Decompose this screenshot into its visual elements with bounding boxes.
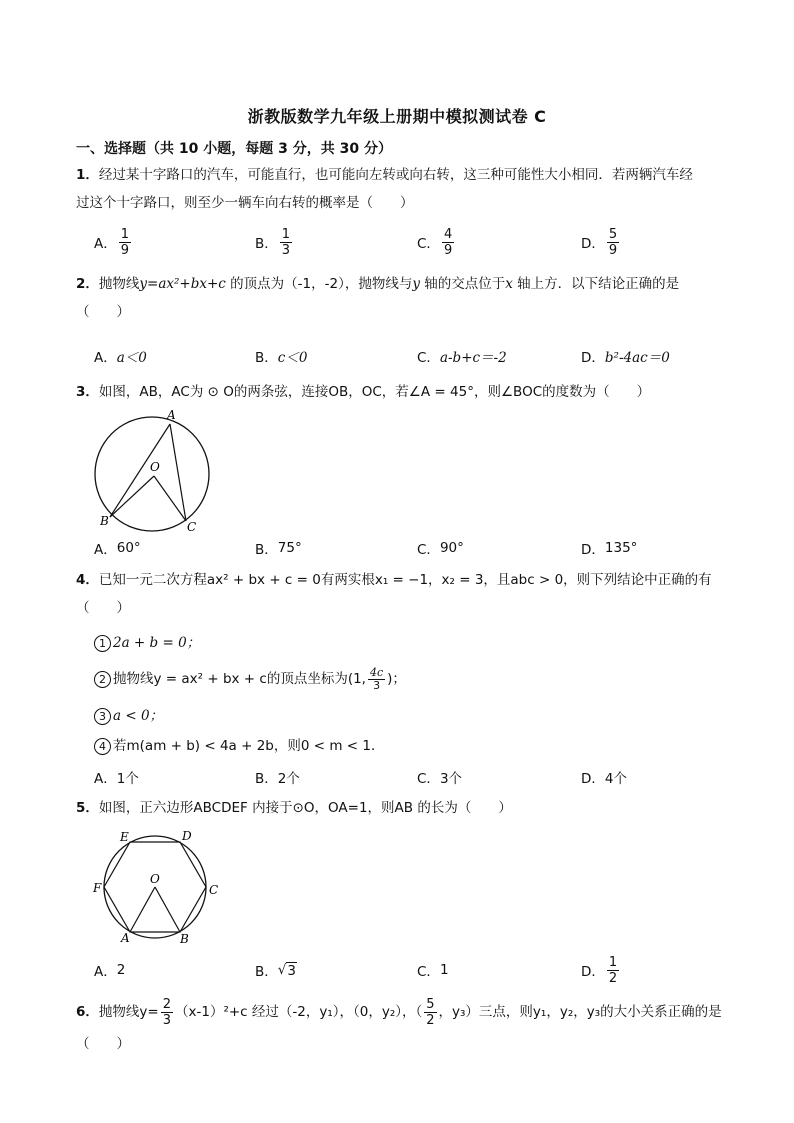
- question-number: 4．: [76, 572, 99, 588]
- exam-title: 浙教版数学九年级上册期中模拟测试卷 C: [247, 107, 547, 126]
- label-e: E: [120, 830, 129, 844]
- fraction: $\frac{2}{3}$: [162, 996, 171, 1028]
- fraction: $\frac{1}{3}$: [281, 226, 291, 258]
- question-number: 2．: [76, 276, 99, 292]
- question-text: 如图，AB，AC为 ⊙ O的两条弦，连接OB，OC，若∠A = 45°，则∠BOC的度数为（ ）: [98, 384, 651, 400]
- label-b: B: [100, 514, 109, 528]
- option-d[interactable]: D． 4个: [581, 771, 627, 787]
- section-heading: 一、选择题（共 10 小题，每题 3 分，共 30 分）: [76, 141, 392, 157]
- label-c: C: [209, 883, 219, 897]
- question-number: 5．: [76, 800, 99, 816]
- q3-circle-figure: [88, 405, 218, 535]
- fraction: $\frac{1}{9}$: [120, 226, 130, 258]
- question-6: 6． 抛物线y= $\frac{2}{3}$ （x-1）²+c 经过（-2，y₁），（0，y₂），（ $\frac{5}{2}$ ，y₃）三点，则y₁，y₂，y₃的大小关系正确的是 （ ）: [76, 996, 722, 1052]
- option-b[interactable]: B． $\frac{1}{3}$: [255, 226, 291, 258]
- q1-options: [94, 222, 734, 262]
- circled-number: 1: [94, 635, 111, 652]
- statement-1: 1 2a + b = 0；: [94, 629, 200, 657]
- fraction: $\frac{4c}{3}$: [369, 665, 384, 692]
- option-d[interactable]: D． $\frac{1}{2}$: [581, 954, 618, 986]
- q3-options: [94, 528, 734, 568]
- circled-number: 4: [94, 738, 111, 755]
- option-b[interactable]: B． c＜0: [255, 350, 308, 366]
- option-a[interactable]: A． 2: [94, 962, 126, 980]
- label-f: F: [93, 881, 102, 895]
- fraction: $\frac{5}{9}$: [608, 226, 618, 258]
- question-text: 已知一元二次方程ax² + bx + c = 0有两实根x₁ = −1，x₂ = 3，且abc > 0，则下列结论中正确的有: [98, 572, 712, 588]
- label-c: C: [187, 520, 197, 534]
- option-d[interactable]: D． b²-4ac＝0: [581, 350, 670, 366]
- question-number: 1．: [76, 167, 99, 183]
- option-c[interactable]: C． a-b+c＝-2: [417, 350, 507, 366]
- segment-oa: [130, 887, 155, 932]
- option-a[interactable]: A． $\frac{1}{9}$: [94, 226, 130, 258]
- label-a: A: [121, 931, 130, 945]
- question-text: 经过某十字路口的汽车，可能直行，也可能向左转或向右转，这三种可能性大小相同．若两辆汽车经: [98, 167, 693, 183]
- fraction: $\frac{5}{2}$: [426, 996, 435, 1028]
- question-5: [76, 794, 726, 822]
- option-b[interactable]: B． √ 3: [255, 962, 296, 980]
- question-text: 过这个十字路口，则至少一辆车向右转的概率是（ ）: [76, 195, 414, 211]
- segment-ob: [155, 887, 180, 932]
- option-c[interactable]: C． 90°: [417, 540, 464, 558]
- option-b[interactable]: B． 75°: [255, 540, 302, 558]
- question-3: [76, 378, 726, 406]
- option-c[interactable]: C． 1: [417, 962, 449, 980]
- option-a[interactable]: A． 60°: [94, 540, 141, 558]
- question-1: [76, 161, 726, 217]
- question-text: 如图，正六边形ABCDEF 内接于⊙O，OA=1，则AB 的长为（ ）: [98, 800, 512, 816]
- option-a[interactable]: A． 1个: [94, 771, 139, 787]
- sqrt-icon: √: [277, 962, 287, 978]
- statement-3: 3 a < 0；: [94, 702, 163, 730]
- option-a[interactable]: A． a＜0: [94, 350, 147, 366]
- question-number: 6．: [76, 1004, 99, 1020]
- option-c[interactable]: C． $\frac{4}{9}$: [417, 226, 453, 258]
- question-number: 3．: [76, 384, 99, 400]
- label-a: A: [167, 408, 176, 422]
- circled-number: 2: [94, 671, 111, 688]
- statement-2: 2 抛物线y = ax² + bx + c的顶点坐标为(1, $\frac{4c}{3}$ )；: [94, 665, 406, 693]
- q5-hexagon-figure: [90, 826, 230, 948]
- q2-options: [94, 336, 734, 376]
- q5-options: [94, 950, 734, 990]
- option-d[interactable]: D． $\frac{5}{9}$: [581, 226, 618, 258]
- option-b[interactable]: B． 2个: [255, 771, 300, 787]
- statement-4: 4 若m(am + b) < 4a + 2b，则0 < m < 1．: [94, 732, 385, 760]
- label-o: O: [150, 872, 160, 886]
- question-4: 4．已知一元二次方程ax² + bx + c = 0有两实根x₁ = −1，x₂ = 3，且abc > 0，则下列结论中正确的有 （ ）: [76, 572, 712, 616]
- chord-ac: [170, 424, 186, 521]
- chord-ab: [110, 424, 170, 517]
- radius-oc: [154, 476, 186, 521]
- label-o: O: [150, 460, 160, 474]
- fraction: $\frac{1}{2}$: [608, 954, 618, 986]
- equation: y=ax²+bx+c: [139, 276, 226, 292]
- option-c[interactable]: C． 3个: [417, 771, 463, 787]
- option-d[interactable]: D． 135°: [581, 540, 638, 558]
- fraction: $\frac{4}{9}$: [443, 226, 453, 258]
- question-2: 2．抛物线y=ax²+bx+c 的顶点为（-1，-2），抛物线与y 轴的交点位于x 轴上方．以下结论正确的是 （ ）: [76, 276, 680, 320]
- q4-options: [94, 757, 734, 797]
- label-b: B: [180, 932, 189, 946]
- circled-number: 3: [94, 708, 111, 725]
- label-d: D: [182, 829, 192, 843]
